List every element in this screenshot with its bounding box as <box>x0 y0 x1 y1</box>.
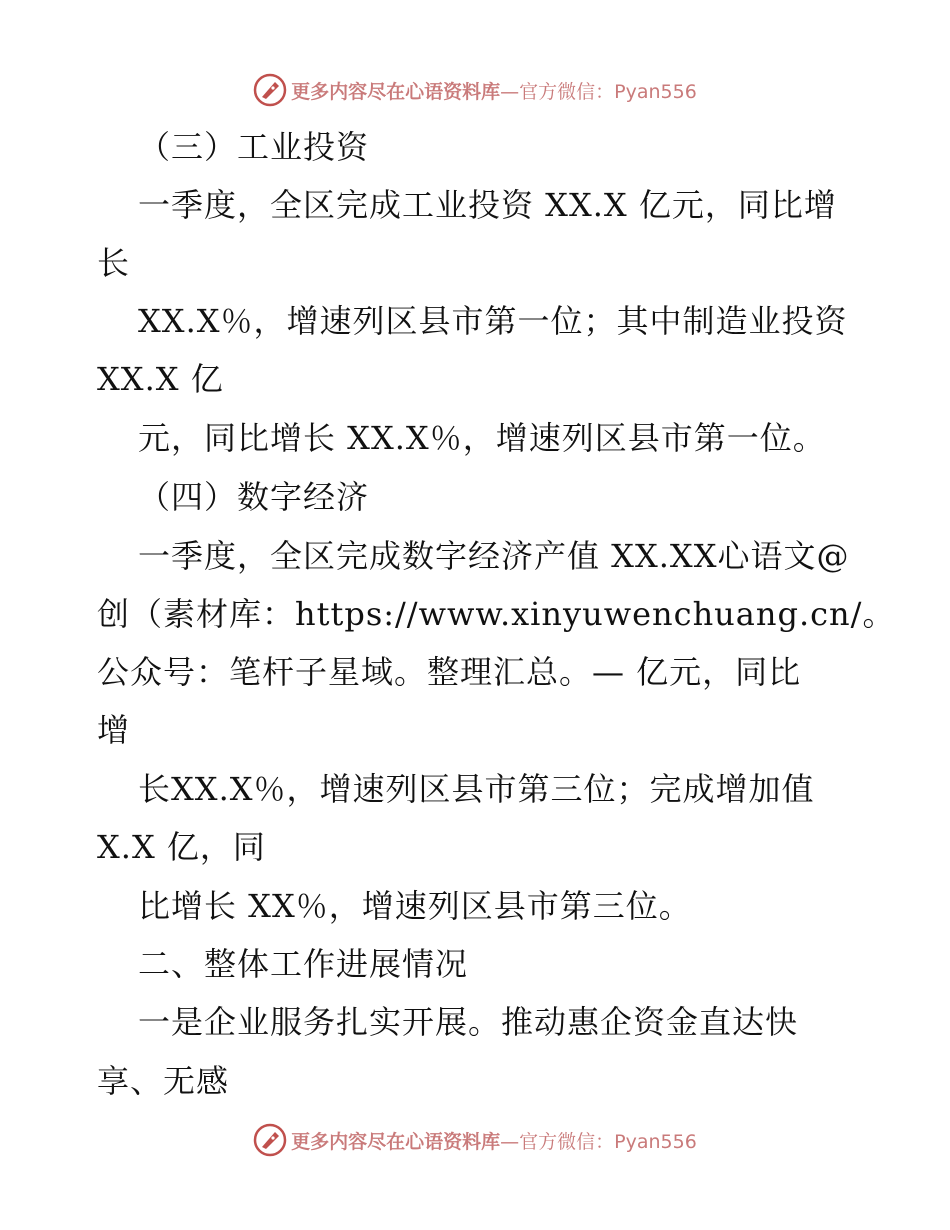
text-line: 公众号：笔杆子星域。整理汇总。— 亿元，同比 <box>97 653 802 691</box>
pen-nib-circle-icon <box>253 73 287 107</box>
pen-nib-circle-icon <box>253 1123 287 1157</box>
section-heading-industrial-investment: （三）工业投资 <box>138 128 370 166</box>
text-line: 长XX.X％，增速列区县市第三位；完成增加值 <box>138 770 815 808</box>
watermark-contact: —官方微信：Pyan556 <box>500 1130 697 1153</box>
text-line: X.X 亿，同 <box>97 828 266 866</box>
text-line: 增 <box>97 711 131 749</box>
text-line: 元，同比增长 XX.X％，增速列区县市第一位。 <box>138 419 826 457</box>
watermark-brand: 更多内容尽在心语资料库 <box>291 1130 501 1153</box>
section-heading-digital-economy: （四）数字经济 <box>138 478 370 516</box>
section-heading-overall-progress: 二、整体工作进展情况 <box>138 945 469 983</box>
text-line: 长 <box>97 244 131 282</box>
text-line: 享、无感 <box>97 1062 230 1100</box>
watermark-footer <box>0 1120 950 1160</box>
text-line: 一是企业服务扎实开展。推动惠企资金直达快 <box>138 1003 799 1041</box>
watermark-brand: 更多内容尽在心语资料库 <box>291 80 501 103</box>
text-line: 一季度，全区完成数字经济产值 XX.XX心语文@ <box>138 537 850 575</box>
text-line: XX.X 亿 <box>97 360 224 398</box>
watermark-contact: —官方微信：Pyan556 <box>500 80 697 103</box>
text-line: 创（素材库：https://www.xinyuwenchuang.cn/。 <box>97 595 896 633</box>
text-line: 一季度，全区完成工业投资 XX.X 亿元，同比增 <box>138 186 837 224</box>
text-line: XX.X％，增速列区县市第一位；其中制造业投资 <box>138 302 848 340</box>
text-line: 比增长 XX％，增速列区县市第三位。 <box>138 887 692 925</box>
watermark-header <box>0 70 950 110</box>
